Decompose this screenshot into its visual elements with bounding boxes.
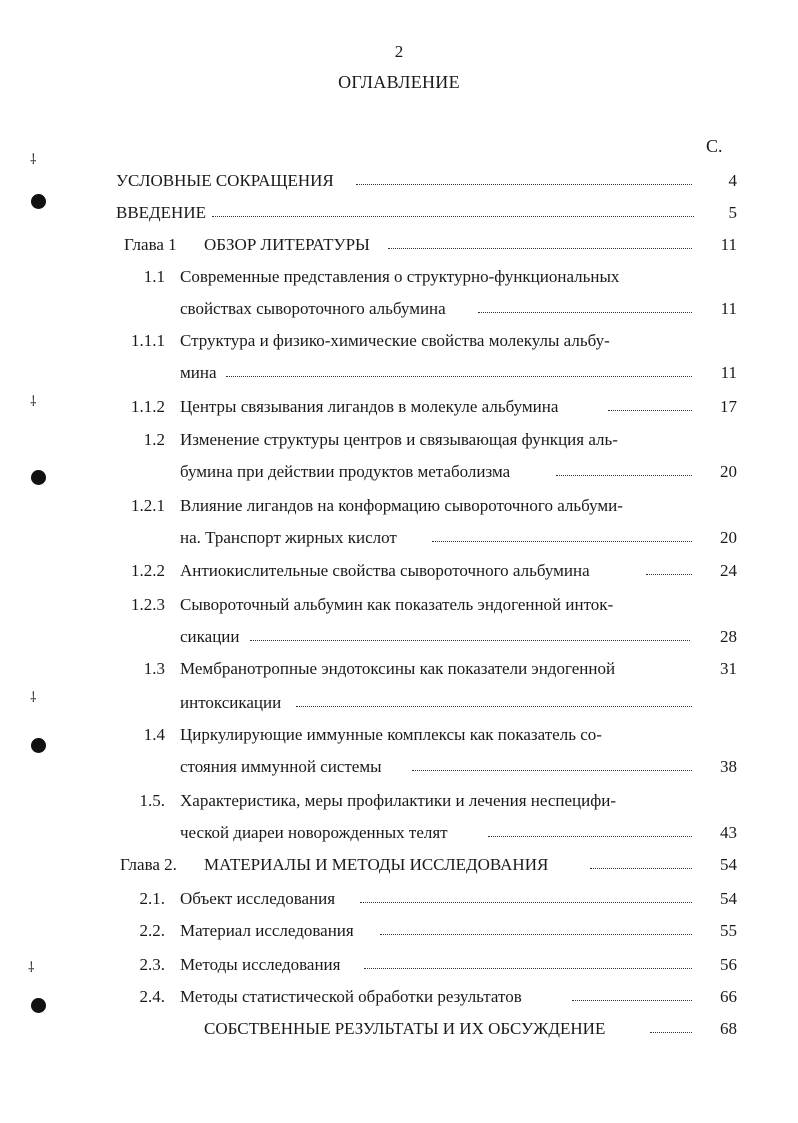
toc-entry-1-3[interactable] — [0, 654, 798, 684]
toc-leader — [364, 950, 692, 969]
toc-entry-title: Характеристика, меры профилактики и лечения неспецифи- — [180, 791, 617, 810]
toc-entry-title: ОБЗОР ЛИТЕРАТУРЫ — [204, 235, 370, 254]
toc-section-number: 1.1 — [143, 267, 165, 286]
toc-leader — [432, 523, 692, 542]
toc-entry-title: Методы статистической обработки результатов — [180, 987, 522, 1006]
toc-leader — [650, 1014, 692, 1033]
toc-leader — [380, 916, 692, 935]
toc-entry-1-2-3[interactable] — [0, 590, 798, 620]
toc-entry-1-1-2[interactable] — [0, 392, 798, 422]
toc-entry-1-2[interactable] — [0, 425, 798, 455]
toc-entry-1-2-2[interactable] — [0, 556, 798, 586]
toc-entry-introduction[interactable] — [0, 198, 798, 228]
toc-entry-title: Циркулирующие иммунные комплексы как показатель со- — [180, 725, 602, 744]
toc-entry-1-1-cont[interactable] — [0, 294, 798, 324]
toc-leader — [478, 294, 692, 313]
toc-entry-title-cont: на. Транспорт жирных кислот — [180, 528, 397, 547]
toc-section-number: 2.2. — [139, 921, 165, 940]
toc-entry-1-5-cont[interactable] — [0, 818, 798, 848]
toc-leader — [356, 166, 692, 185]
toc-leader — [590, 850, 692, 869]
toc-entry-title: Структура и физико-химические свойства молекулы альбу- — [180, 331, 610, 350]
toc-entry-abbreviations[interactable] — [0, 166, 798, 196]
toc-entry-chapter-1[interactable] — [0, 230, 798, 260]
toc-page: 54 — [720, 855, 737, 874]
toc-leader — [488, 818, 692, 837]
toc-entry-title: МАТЕРИАЛЫ И МЕТОДЫ ИССЛЕДОВАНИЯ — [204, 855, 549, 874]
toc-section-number: 2.1. — [139, 889, 165, 908]
toc-entry-1-2-3-cont[interactable] — [0, 622, 798, 652]
toc-leader — [360, 884, 692, 903]
toc-entry-1-1-1[interactable] — [0, 326, 798, 356]
margin-mark-icon: ⸸ — [28, 961, 35, 976]
margin-mark-icon: ⸸ — [30, 153, 37, 168]
toc-entry-1-1[interactable] — [0, 262, 798, 292]
toc-entry-title: Методы исследования — [180, 955, 341, 974]
toc-entry-title: Центры связывания лигандов в молекуле альбумина — [180, 397, 559, 416]
toc-leader — [296, 688, 692, 707]
toc-entry-2-2[interactable] — [0, 916, 798, 946]
toc-section-number: 1.5. — [139, 791, 165, 810]
toc-entry-2-3[interactable] — [0, 950, 798, 980]
toc-entry-title: Объект исследования — [180, 889, 336, 908]
toc-section-number: 1.2 — [143, 430, 165, 449]
toc-page: 68 — [720, 1019, 737, 1038]
toc-entry-title-cont: бумина при действии продуктов метаболизма — [180, 462, 511, 481]
margin-mark-icon: ⸸ — [30, 691, 37, 706]
margin-mark-icon: ⸸ — [30, 395, 37, 410]
toc-section-number: 1.1.1 — [131, 331, 165, 350]
toc-entry-title: Антиокислительные свойства сывороточного альбумина — [180, 561, 590, 580]
toc-section-number: 1.3 — [143, 659, 165, 678]
toc-page: 20 — [720, 528, 737, 547]
toc-page: 11 — [720, 299, 737, 318]
toc-page: 28 — [720, 627, 737, 646]
toc-section-number: 2.4. — [139, 987, 165, 1006]
toc-page: 20 — [720, 462, 737, 481]
toc-page: 24 — [720, 561, 737, 580]
toc-page: 11 — [720, 363, 737, 382]
toc-entry-1-4-cont[interactable] — [0, 752, 798, 782]
toc-leader — [572, 982, 692, 1001]
toc-entry-1-5[interactable] — [0, 786, 798, 816]
page-number: 2 — [394, 42, 404, 61]
toc-page: 38 — [720, 757, 737, 776]
toc-chapter-label: Глава 1 — [124, 235, 177, 254]
toc-entry-1-1-1-cont[interactable] — [0, 358, 798, 388]
toc-leader — [388, 230, 692, 249]
toc-entry-title: Материал исследования — [180, 921, 354, 940]
toc-section-number: 1.2.2 — [131, 561, 165, 580]
toc-entry-title-cont: сикации — [180, 627, 240, 646]
page-title: ОГЛАВЛЕНИЕ — [338, 72, 460, 92]
toc-page: 55 — [720, 921, 737, 940]
toc-page: 66 — [720, 987, 737, 1006]
toc-entry-chapter-2[interactable] — [0, 850, 798, 880]
toc-section-number: 2.3. — [139, 955, 165, 974]
toc-entry-title-cont: интоксикации — [180, 693, 282, 712]
toc-section-number: 1.1.2 — [131, 397, 165, 416]
toc-entry-2-1[interactable] — [0, 884, 798, 914]
toc-entry-title-cont: ческой диареи новорожденных телят — [180, 823, 448, 842]
toc-page: 54 — [720, 889, 737, 908]
toc-entry-1-4[interactable] — [0, 720, 798, 750]
toc-entry-title-cont: свойствах сывороточного альбумина — [180, 299, 446, 318]
toc-leader — [608, 392, 692, 411]
toc-page: 43 — [720, 823, 737, 842]
toc-leader — [226, 358, 692, 377]
toc-entry-1-2-cont[interactable] — [0, 457, 798, 487]
toc-section-number: 1.2.1 — [131, 496, 165, 515]
toc-leader — [646, 556, 692, 575]
toc-entry-title: Изменение структуры центров и связывающая функция аль- — [180, 430, 618, 449]
toc-page: 31 — [720, 659, 737, 678]
toc-entry-1-3-cont[interactable] — [0, 688, 798, 718]
toc-leader — [212, 198, 694, 217]
toc-leader — [250, 622, 690, 641]
toc-entry-title: СОБСТВЕННЫЕ РЕЗУЛЬТАТЫ И ИХ ОБСУЖДЕНИЕ — [204, 1019, 606, 1038]
toc-entry-title: ВВЕДЕНИЕ — [116, 203, 206, 222]
toc-page: 11 — [720, 235, 737, 254]
toc-entry-title: УСЛОВНЫЕ СОКРАЩЕНИЯ — [116, 171, 334, 190]
toc-entry-title: Современные представления о структурно-функциональных — [180, 267, 620, 286]
toc-entry-title-cont: мина — [180, 363, 217, 382]
toc-entry-title: Мембранотропные эндотоксины как показатели эндогенной — [180, 659, 616, 678]
toc-entry-1-2-1-cont[interactable] — [0, 523, 798, 553]
toc-page: 5 — [728, 203, 737, 222]
toc-page: 17 — [720, 397, 737, 416]
toc-leader — [556, 457, 692, 476]
toc-entry-1-2-1[interactable] — [0, 491, 798, 521]
toc-entry-title: Сывороточный альбумин как показатель эндогенной инток- — [180, 595, 614, 614]
toc-page: 4 — [728, 171, 737, 190]
toc-entry-own-results[interactable] — [0, 1014, 798, 1044]
toc-entry-title: Влияние лигандов на конформацию сывороточного альбуми- — [180, 496, 623, 515]
toc-section-number: 1.2.3 — [131, 595, 165, 614]
page-column-label: С. — [706, 136, 723, 156]
toc-chapter-label: Глава 2. — [120, 855, 177, 874]
toc-entry-title-cont: стояния иммунной системы — [180, 757, 382, 776]
toc-entry-2-4[interactable] — [0, 982, 798, 1012]
toc-page: 56 — [720, 955, 737, 974]
toc-leader — [412, 752, 692, 771]
toc-section-number: 1.4 — [143, 725, 165, 744]
